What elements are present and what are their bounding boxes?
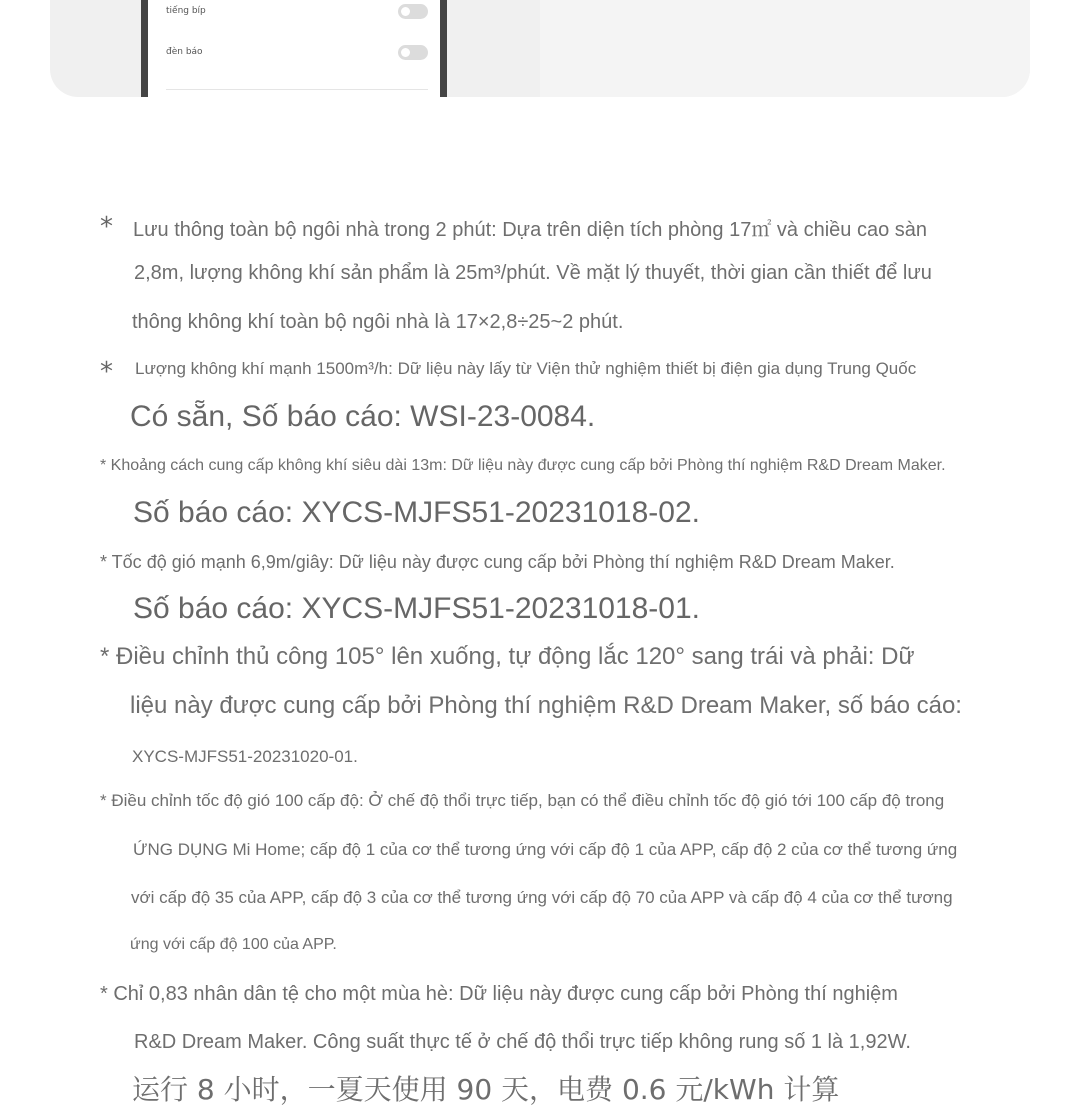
footnote-3-line-2: Số báo cáo: XYCS-MJFS51-20231018-02. (133, 496, 700, 529)
footnote-asterisk: * (100, 212, 113, 242)
setting-label: tiếng bíp (166, 6, 206, 16)
footnote-4-line-2: Số báo cáo: XYCS-MJFS51-20231018-01. (133, 592, 700, 625)
footnote-3-line-1: * Khoảng cách cung cấp không khí siêu dài 13m: Dữ liệu này được cung cấp bởi Phòng thí nghiệm R&D Dream Maker. (100, 457, 946, 474)
footnote-4-line-1: * Tốc độ gió mạnh 6,9m/giây: Dữ liệu này được cung cấp bởi Phòng thí nghiệm R&D Dream Maker. (100, 552, 895, 572)
beep-toggle[interactable] (398, 4, 428, 19)
footnote-asterisk: * (100, 357, 113, 387)
footnote-5-line-3: XYCS-MJFS51-20231020-01. (132, 747, 358, 766)
card-right-panel (540, 0, 1030, 97)
footnote-2-line-2: Có sẵn, Số báo cáo: WSI-23-0084. (130, 400, 596, 433)
footnote-2-line-1: Lượng không khí mạnh 1500m³/h: Dữ liệu này lấy từ Viện thử nghiệm thiết bị điện gia dụng Trung Quốc (135, 359, 917, 378)
footnote-7-line-3: 运行 8 小时，一夏天使用 90 天，电费 0.6 元/kWh 计算 (132, 1073, 840, 1106)
phone-mockup (141, 0, 447, 97)
footnote-6-line-2: ỨNG DỤNG Mi Home; cấp độ 1 của cơ thể tương ứng với cấp độ 1 của APP, cấp độ 2 của cơ thể tương ứng (133, 840, 958, 859)
footnote-5-line-1: * Điều chỉnh thủ công 105° lên xuống, tự động lắc 120° sang trái và phải: Dữ (100, 643, 915, 670)
product-image-card (50, 0, 1030, 97)
footnote-1-line-2: 2,8m, lượng không khí sản phẩm là 25m³/phút. Về mặt lý thuyết, thời gian cần thiết để lưu (134, 262, 932, 284)
setting-row-indicator-light (166, 45, 428, 65)
footnote-1-line-1: Lưu thông toàn bộ ngôi nhà trong 2 phút: Dựa trên diện tích phòng 17㎡ và chiều cao sàn (133, 219, 928, 241)
setting-row-beep (166, 4, 428, 24)
setting-label: đèn báo (166, 47, 203, 57)
footnote-6-line-4: ứng với cấp độ 100 của APP. (130, 936, 337, 953)
footnote-5-line-2: liệu này được cung cấp bởi Phòng thí nghiệm R&D Dream Maker, số báo cáo: (130, 692, 962, 719)
divider (166, 89, 428, 90)
footnote-1-line-3: thông không khí toàn bộ ngôi nhà là 17×2,8÷25~2 phút. (132, 311, 624, 333)
footnote-6-line-1: * Điều chỉnh tốc độ gió 100 cấp độ: Ở chế độ thổi trực tiếp, bạn có thể điều chỉnh tốc độ gió tới 100 cấp độ trong (100, 791, 945, 810)
footnote-7-line-2: R&D Dream Maker. Công suất thực tế ở chế độ thổi trực tiếp không rung số 1 là 1,92W. (134, 1031, 911, 1053)
indicator-light-toggle[interactable] (398, 45, 428, 60)
footnote-7-line-1: * Chỉ 0,83 nhân dân tệ cho một mùa hè: Dữ liệu này được cung cấp bởi Phòng thí nghiệm (100, 983, 898, 1005)
footnote-6-line-3: với cấp độ 35 của APP, cấp độ 3 của cơ thể tương ứng với cấp độ 70 của APP và cấp độ 4 của cơ thể tương (131, 888, 953, 907)
